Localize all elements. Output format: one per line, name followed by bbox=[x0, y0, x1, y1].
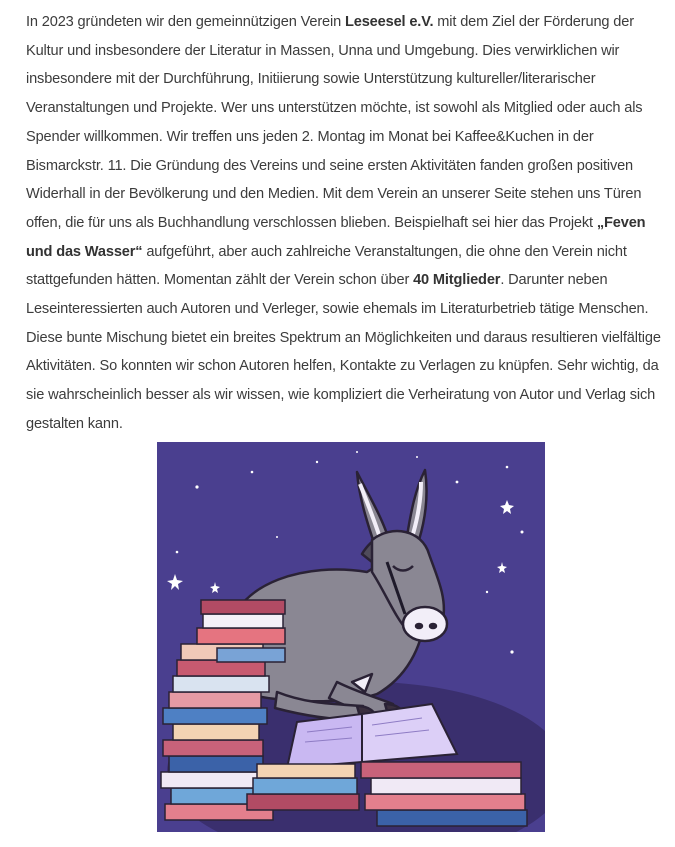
text-segment: mit dem Ziel der Förderung der Kultur und insbesondere der Literatur in Massen, Unna und Umgebung. Dies verwirklichen wir insbesondere mit der Durchführung, Initiierung sowie Unterstützung kultureller/literarischer Veranstaltungen und Projekte. Wer uns unterstützen möchte, ist sowohl als Mitglied oder auch als Spender willkommen. Wir treffen uns jeden 2. Montag im Monat bei Kaffee&Kuchen in der Bismarckstr. 11. Die Gründung des Vereins und seine ersten Aktivitäten fanden großen positiven Widerhall in der Bevölkerung und den Medien. Mit dem Verein an unserer Seite stehen uns Türen offen, die für uns als Buchhandlung verschlossen blieben. Beispielhaft sei hier das Projekt bbox=[26, 14, 643, 231]
donkey-reading-books-illustration bbox=[157, 442, 545, 832]
member-count: 40 Mitglieder bbox=[413, 272, 501, 289]
text-segment: . Darunter neben Leseinteressierten auch Autoren und Verleger, sowie ehemals im Literaturbetrieb tätige Menschen. Diese bunte Mischung bietet ein breites Spektrum an Möglichkeiten und daraus resultieren vielfältige Aktivitäten. So konnten wir schon Autoren helfen, Kontakte zu Verlagen zu knüpfen. Sehr wichtig, da sie wahrscheinlich besser als wir wissen, wie kompliziert die Verheiratung von Autor und Verlag sich gestalten kann. bbox=[26, 272, 661, 432]
text-segment: In 2023 gründeten wir den gemeinnützigen Verein bbox=[26, 14, 345, 30]
club-name: Leseesel e.V. bbox=[344, 14, 434, 30]
project-name: „Feven und das Wasser“ bbox=[26, 214, 646, 260]
text-segment: aufgeführt, aber auch zahlreiche Veranstaltungen, die ohne den Verein nicht stattgefunden hätten. Momentan zählt der Verein schon über bbox=[26, 243, 627, 289]
donkey-reading-illustration bbox=[157, 442, 545, 832]
club-description-paragraph bbox=[26, 8, 668, 439]
club-description bbox=[26, 8, 668, 439]
